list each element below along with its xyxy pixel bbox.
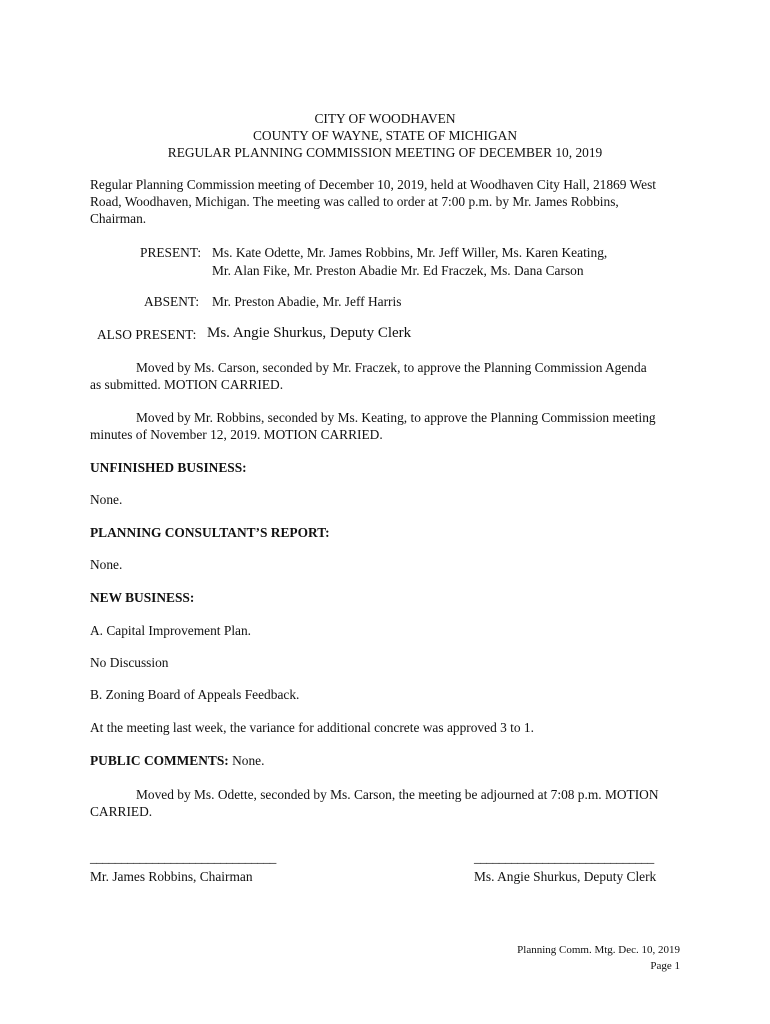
chairman-signature-name: Mr. James Robbins, Chairman — [90, 869, 253, 884]
new-business-item-b-body: At the meeting last week, the variance for additional concrete was approved 3 to 1. — [90, 720, 534, 735]
new-business-item-a: A. Capital Improvement Plan. — [90, 623, 252, 638]
present-names: Ms. Kate Odette, Mr. James Robbins, Mr. Jeff Willer, Ms. Karen Keating, — [212, 245, 608, 260]
new-business-heading: NEW BUSINESS: — [90, 590, 195, 605]
new-business-item-a-body: No Discussion — [90, 655, 169, 670]
also-present-names: Ms. Angie Shurkus, Deputy Clerk — [207, 325, 412, 341]
motion-line: Moved by Ms. Carson, seconded by Mr. Fraczek, to approve the Planning Commission Agenda — [136, 360, 647, 375]
present-label: PRESENT: — [140, 245, 202, 260]
clerk-signature-name: Ms. Angie Shurkus, Deputy Clerk — [474, 869, 657, 884]
minutes-motion — [90, 409, 690, 443]
page-number: Page 1 — [650, 960, 680, 972]
clerk-signature-line: _____________________________ — [474, 850, 654, 865]
absent-label: ABSENT: — [144, 294, 200, 309]
intro-paragraph — [90, 176, 690, 227]
city-title: CITY OF WOODHAVEN — [314, 111, 456, 126]
footer-meeting-reference: Planning Comm. Mtg. Dec. 10, 2019 — [517, 944, 680, 956]
motion-line: Moved by Ms. Odette, seconded by Ms. Carson, the meeting be adjourned at 7:08 p.m. MOTION — [136, 787, 659, 802]
page-footer — [517, 942, 680, 974]
public-comments-heading: PUBLIC COMMENTS: — [90, 753, 229, 768]
intro-line: Road, Woodhaven, Michigan. The meeting was called to order at 7:00 p.m. by Mr. James Robbins, — [90, 194, 619, 209]
unfinished-business-body: None. — [90, 492, 123, 507]
consultant-report-body: None. — [90, 557, 123, 572]
chairman-signature-line: ______________________________ — [90, 850, 276, 865]
intro-line: Chairman. — [90, 211, 147, 226]
motion-line: Moved by Mr. Robbins, seconded by Ms. Keating, to approve the Planning Commission meeting — [136, 410, 656, 425]
unfinished-business-heading: UNFINISHED BUSINESS: — [90, 460, 247, 475]
motion-line: minutes of November 12, 2019. MOTION CARRIED. — [90, 427, 383, 442]
intro-line: Regular Planning Commission meeting of December 10, 2019, held at Woodhaven City Hall, 21869 West — [90, 177, 656, 192]
new-business-item-b: B. Zoning Board of Appeals Feedback. — [90, 687, 300, 702]
adjourn-motion — [90, 786, 690, 820]
consultant-report-heading: PLANNING CONSULTANT’S REPORT: — [90, 525, 330, 540]
present-names: Mr. Alan Fike, Mr. Preston Abadie Mr. Ed Fraczek, Ms. Dana Carson — [212, 263, 584, 278]
motion-line: CARRIED. — [90, 804, 153, 819]
also-present-label: ALSO PRESENT: — [97, 327, 197, 342]
public-comments — [90, 752, 690, 769]
county-title: COUNTY OF WAYNE, STATE OF MICHIGAN — [252, 128, 518, 143]
document-header — [0, 110, 770, 161]
motion-line: as submitted. MOTION CARRIED. — [90, 377, 284, 392]
absent-names: Mr. Preston Abadie, Mr. Jeff Harris — [212, 294, 402, 309]
meeting-title: REGULAR PLANNING COMMISSION MEETING OF DECEMBER 10, 2019 — [167, 145, 603, 160]
agenda-motion — [90, 359, 690, 393]
public-comments-body: None. — [228, 753, 265, 768]
